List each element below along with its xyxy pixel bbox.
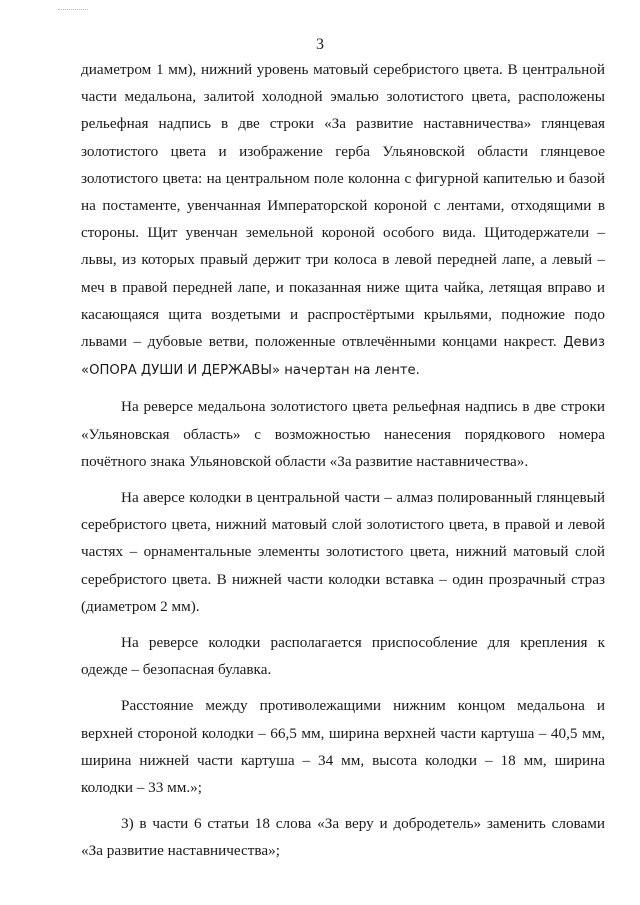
paragraph-dimensions: Расстояние между противолежащими нижним концом медальона и верхней стороной колодки – 66,5 мм, ширина верхней части картуша – 40,5 мм, ширина нижней части картуша – 34 мм, высота колодки – 18 мм, ширина колодки – 33 мм.»; xyxy=(81,697,605,797)
scan-artifact xyxy=(58,9,88,12)
document-body xyxy=(81,56,605,865)
paragraph-medallion-description xyxy=(81,56,605,384)
paragraph-medallion-reverse: На реверсе медальона золотистого цвета рельефная надпись в две строки «Ульяновская область» с возможностью нанесения порядкового номера почётного знака Ульяновской области «За развитие наставничества». xyxy=(81,398,605,470)
page-number: 3 xyxy=(316,36,324,53)
motto-line: Девиз «ОПОРА ДУШИ И ДЕРЖАВЫ» начертан на ленте. xyxy=(81,335,605,379)
paragraph-pad-obverse: На аверсе колодки в центральной части – алмаз полированный глянцевый серебристого цвета, нижний матовый слой золотистого цвета, в правой и левой частях – орнаментальные элементы золотистого цвета, нижний матовый слой серебристого цвета. В нижней части колодки вставка – один прозрачный страз (диаметром 2 мм). xyxy=(81,489,605,615)
paragraph-pad-reverse: На реверсе колодки располагается приспособление для крепления к одежде – безопасная булавка. xyxy=(81,634,605,679)
paragraph-amendment: 3) в части 6 статьи 18 слова «За веру и добродетель» заменить словами «За развитие наставничества»; xyxy=(81,815,605,860)
paragraph-text: диаметром 1 мм), нижний уровень матовый серебристого цвета. В центральной части медальона, залитой холодной эмалью золотистого цвета, расположены рельефная надпись в две строки «За развитие наставничества» глянцевая золотистого цвета и изображение герба Ульяновской области глянцевое золотистого цвета: на центральном поле колонна с фигурной капителью и базой на постаменте, увенчанная Императорской короной с лентами, отходящими в стороны. Щит увенчан земельной короной особого вида. Щитодержатели – львы, из которых правый держит три колоса в левой передней лапе, а левый – меч в правой передней лапе, и показанная ниже щита чайка, летящая вправо и касающаяся щита воздетыми и распростёртыми крыльями, подножие подо львами – дубовые ветви, положенные отвлечёнными концами накрест. xyxy=(81,61,605,351)
